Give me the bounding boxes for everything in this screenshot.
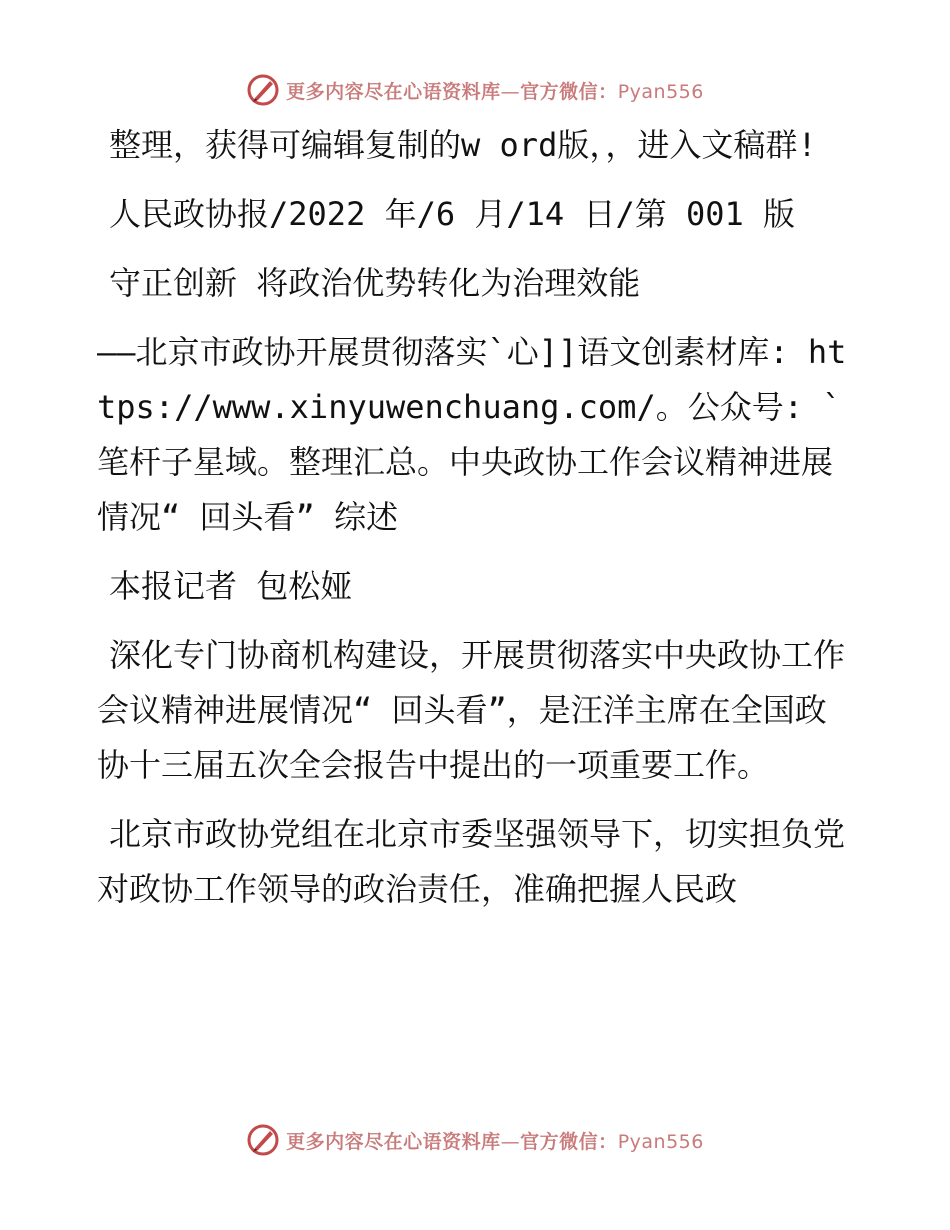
article-title: 守正创新 将政治优势转化为治理效能 xyxy=(109,264,641,302)
document-body xyxy=(97,118,857,917)
pen-logo-icon xyxy=(246,73,280,107)
pen-logo-icon xyxy=(246,1123,280,1157)
header-watermark xyxy=(0,70,950,110)
intro-paragraph: 整理，获得可编辑复制的w ord版，，进入文稿群! xyxy=(109,126,817,164)
watermark-text: 更多内容尽在心语资料库—官方微信：Pyan556 xyxy=(286,80,704,103)
watermark-text: 更多内容尽在心语资料库—官方微信：Pyan556 xyxy=(286,1130,704,1153)
body-paragraph: 深化专门协商机构建设，开展贯彻落实中央政协工作会议精神进展情况“ 回头看”，是汪洋主席在全国政协十三届五次全会报告中提出的一项重要工作。 xyxy=(97,636,846,784)
footer-watermark xyxy=(0,1120,950,1160)
article-subtitle: ——北京市政协开展贯彻落实`心]]语文创素材库: https://www.xinyuwenchuang.com/。公众号: `笔杆子星域。整理汇总。中央政协工作会议精神进展情况“ 回头看” 综述 xyxy=(97,333,847,536)
body-paragraph: 北京市政协党组在北京市委坚强领导下，切实担负党对政协工作领导的政治责任，准确把握人民政 xyxy=(97,815,846,908)
byline: 本报记者 包松娅 xyxy=(109,567,353,605)
publication-line: 人民政协报/2022 年/6 月/14 日/第 001 版 xyxy=(109,195,796,233)
